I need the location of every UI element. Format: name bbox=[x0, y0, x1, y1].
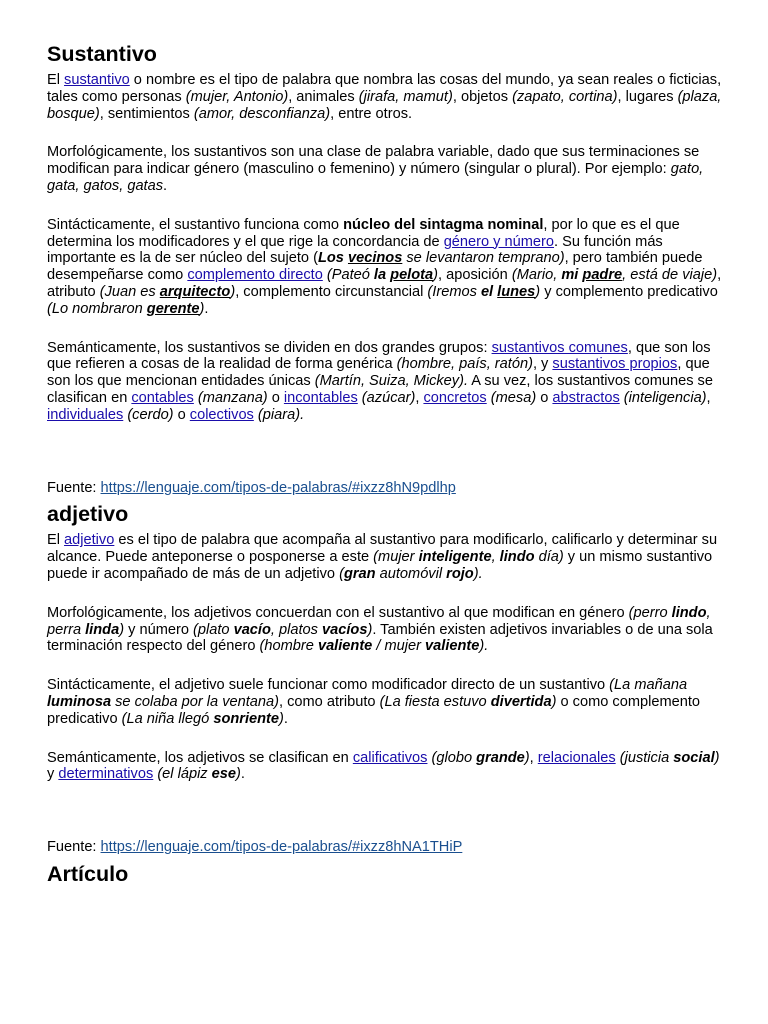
text-run: (mesa) bbox=[486, 389, 537, 406]
text-run: (jirafa, mamut) bbox=[358, 88, 453, 105]
inline-link[interactable]: determinativos bbox=[58, 766, 154, 783]
source-link-sustantivo[interactable]: https://lenguaje.com/tipos-de-palabras/#ixzz8hN9pdlhp bbox=[100, 479, 456, 496]
text-run: ). bbox=[473, 565, 483, 582]
text-run: (hombre, país, ratón) bbox=[396, 356, 533, 373]
text-run: el bbox=[480, 283, 494, 300]
text-run: gato, gata, gatos, gatas bbox=[47, 161, 704, 194]
text-run: sonriente bbox=[213, 710, 280, 727]
text-run: pelota bbox=[390, 267, 434, 284]
text-run: (cerdo) bbox=[123, 406, 174, 423]
text-run: ). bbox=[479, 638, 489, 655]
text-run: (La niña llegó bbox=[121, 710, 214, 727]
text-run: es el tipo de palabra que acompaña al sustantivo para modificarlo, calificarlo y determinar su alcance. Puede anteponerse o posponerse a este bbox=[47, 532, 718, 566]
text-run: ) bbox=[119, 621, 125, 638]
text-run: , sentimientos bbox=[99, 105, 194, 122]
text-run: ) bbox=[714, 749, 720, 766]
text-run: grande bbox=[476, 749, 525, 766]
text-run: rojo bbox=[446, 565, 474, 582]
text-run: (Pateó bbox=[322, 267, 374, 284]
text-run: vacíos bbox=[322, 621, 368, 638]
text-run: lindo bbox=[671, 604, 707, 621]
text-run: linda bbox=[85, 621, 120, 638]
text-run: (el lápiz bbox=[153, 766, 212, 783]
text-run: , animales bbox=[288, 88, 359, 105]
inline-link[interactable]: incontables bbox=[283, 389, 358, 406]
text-run: . También existen adjetivos invariables o de una sola terminación respecto del género bbox=[47, 621, 713, 655]
text-run: , platos bbox=[270, 621, 323, 638]
text-run: . bbox=[283, 710, 288, 727]
text-run: , lugares bbox=[617, 88, 678, 105]
text-run: (plato bbox=[193, 621, 234, 638]
text-run: Semánticamente, los adjetivos se clasifican en bbox=[47, 749, 353, 766]
text-run: . bbox=[240, 766, 245, 783]
text-run: , bbox=[706, 389, 711, 406]
text-run: ) bbox=[433, 267, 439, 284]
inline-link[interactable]: sustantivo bbox=[64, 72, 130, 88]
text-run: lindo bbox=[499, 549, 535, 566]
paragraph-sustantivo-morphology bbox=[47, 144, 723, 194]
text-run: padre bbox=[582, 267, 623, 284]
inline-link[interactable]: género y número bbox=[443, 233, 555, 250]
text-run: El bbox=[47, 72, 65, 88]
source-line-adjetivo bbox=[47, 839, 723, 856]
text-run: , bbox=[491, 549, 500, 566]
text-run: / mujer bbox=[372, 638, 426, 655]
text-run: gerente bbox=[146, 300, 200, 317]
text-run: (justicia bbox=[615, 749, 674, 766]
text-run: ) bbox=[535, 283, 541, 300]
text-run: o bbox=[267, 389, 284, 406]
inline-link[interactable]: abstractos bbox=[552, 389, 620, 406]
text-run: (inteligencia) bbox=[619, 389, 707, 406]
paragraph-adjetivo-syntax bbox=[47, 677, 723, 727]
text-run: (hombre bbox=[259, 638, 318, 655]
heading-adjetivo: adjetivo bbox=[47, 502, 129, 527]
text-run: mi bbox=[561, 267, 579, 284]
text-run: ) bbox=[279, 710, 284, 727]
source-line-sustantivo bbox=[47, 480, 723, 497]
text-run: , aposición bbox=[438, 267, 512, 284]
text-run: y número bbox=[124, 621, 194, 638]
text-run: o bbox=[536, 389, 553, 406]
text-run: ) bbox=[551, 693, 557, 710]
text-run: (perro bbox=[628, 604, 672, 621]
text-run: o nombre es el tipo de palabra que nombra las cosas del mundo, ya sean reales o ficticias, tales como personas bbox=[47, 72, 722, 105]
text-run: , objetos bbox=[452, 88, 513, 105]
text-run: , y bbox=[532, 356, 553, 373]
text-run: , está de viaje) bbox=[622, 267, 718, 284]
inline-link[interactable]: sustantivos comunes bbox=[491, 339, 628, 356]
text-run: , que son los que mencionan entidades únicas bbox=[47, 356, 710, 390]
inline-link[interactable]: colectivos bbox=[189, 406, 254, 423]
text-run: (Martín, Suiza, Mickey). bbox=[314, 373, 468, 390]
text-run: gran bbox=[343, 565, 376, 582]
text-run: , perra bbox=[47, 604, 711, 638]
text-run: , complemento circunstancial bbox=[235, 283, 428, 300]
text-run: valiente bbox=[425, 638, 480, 655]
text-run: , bbox=[415, 389, 424, 406]
text-run: A su vez, los sustantivos comunes se clasifican en bbox=[47, 373, 713, 406]
text-run: automóvil bbox=[375, 565, 447, 582]
source-link-adjetivo[interactable]: https://lenguaje.com/tipos-de-palabras/#ixzz8hNA1THiP bbox=[100, 839, 463, 856]
document-body bbox=[47, 40, 723, 892]
text-run: y bbox=[47, 766, 59, 783]
text-run: (plaza, bosque) bbox=[47, 88, 722, 122]
text-run: , por lo que es el que determina los modificadores y el que rige la concordancia de bbox=[47, 216, 680, 250]
text-run: y complemento predicativo bbox=[540, 283, 718, 300]
inline-link[interactable]: complemento directo bbox=[187, 267, 323, 284]
text-run: (La mañana bbox=[609, 677, 688, 694]
text-run: Los bbox=[317, 250, 344, 267]
text-run: o bbox=[173, 406, 190, 423]
text-run: se levantaron temprano) bbox=[402, 250, 565, 267]
inline-link[interactable]: adjetivo bbox=[64, 532, 115, 549]
text-run: ese bbox=[211, 766, 237, 783]
paragraph-sustantivo-definition bbox=[47, 72, 723, 122]
text-run: , que son los que refieren a cosas de la realidad de forma genérica bbox=[47, 339, 711, 373]
text-run: . bbox=[204, 300, 209, 317]
text-run: social bbox=[673, 749, 715, 766]
paragraph-adjetivo-semantics bbox=[47, 750, 723, 784]
inline-link[interactable]: contables bbox=[131, 389, 194, 406]
text-run: (mujer, Antonio) bbox=[185, 88, 289, 105]
paragraph-adjetivo-morphology bbox=[47, 605, 723, 655]
inline-link[interactable]: relacionales bbox=[537, 749, 616, 766]
section-sustantivo bbox=[47, 40, 723, 496]
text-run: (Iremos bbox=[427, 283, 481, 300]
text-run: arquitecto bbox=[159, 283, 231, 300]
text-run: vacío bbox=[233, 621, 271, 638]
text-run: ) bbox=[230, 283, 236, 300]
text-run: , entre otros. bbox=[330, 105, 413, 122]
text-run: Semánticamente, los sustantivos se dividen en dos grandes grupos: bbox=[47, 339, 492, 356]
text-run: núcleo del sintagma nominal bbox=[343, 216, 544, 233]
text-run: Sintácticamente, el sustantivo funciona como bbox=[47, 216, 344, 233]
text-run: (mujer bbox=[373, 549, 419, 566]
text-run: , como atributo bbox=[279, 693, 380, 710]
text-run: (azúcar) bbox=[357, 389, 416, 406]
source-label: Fuente: bbox=[47, 479, 101, 496]
text-run: (manzana) bbox=[193, 389, 268, 406]
paragraph-adjetivo-definition bbox=[47, 532, 723, 582]
text-run: ) bbox=[199, 300, 205, 317]
section-adjetivo bbox=[47, 500, 723, 856]
text-run: (globo bbox=[427, 749, 477, 766]
text-run: la bbox=[373, 267, 387, 284]
heading-sustantivo: Sustantivo bbox=[47, 42, 157, 66]
text-run: Morfológicamente, los sustantivos son una clase de palabra variable, dado que sus terminaciones se modifican para indicar género (masculino o femenino) y número (singular o plural). Por ejemplo: bbox=[47, 144, 700, 178]
text-run: (La fiesta estuvo bbox=[379, 693, 491, 710]
inline-link[interactable]: concretos bbox=[423, 389, 487, 406]
text-run: ) bbox=[367, 621, 373, 638]
text-run: . Su función más importante es la de ser núcleo del sujeto ( bbox=[47, 233, 663, 267]
text-run: lunes bbox=[497, 283, 536, 300]
text-run: ( bbox=[339, 565, 344, 582]
text-run: o como complemento predicativo bbox=[47, 693, 701, 727]
text-run: (zapato, cortina) bbox=[512, 88, 618, 105]
paragraph-sustantivo-semantics bbox=[47, 340, 723, 424]
text-run: valiente bbox=[317, 638, 373, 655]
inline-link[interactable]: calificativos bbox=[352, 749, 428, 766]
text-run: (piara). bbox=[253, 406, 305, 423]
section-articulo bbox=[47, 860, 723, 888]
text-run: vecinos bbox=[347, 250, 403, 267]
text-run: (amor, desconfianza) bbox=[193, 105, 331, 122]
text-run: (Lo nombraron bbox=[47, 300, 147, 317]
text-run: Sintácticamente, el adjetivo suele funcionar como modificador directo de un sustantivo bbox=[47, 677, 610, 694]
text-run: (Juan es bbox=[99, 283, 160, 300]
text-run: inteligente bbox=[418, 549, 492, 566]
text-run: Morfológicamente, los adjetivos concuerdan con el sustantivo al que modifican en género bbox=[47, 604, 629, 621]
text-run: (Mario, bbox=[511, 267, 562, 284]
text-run: luminosa bbox=[47, 693, 112, 710]
source-label: Fuente: bbox=[47, 839, 101, 856]
text-run: , bbox=[529, 749, 538, 766]
text-run: divertida bbox=[490, 693, 552, 710]
text-run: se colaba por la ventana) bbox=[111, 693, 279, 710]
text-run: . bbox=[163, 177, 168, 194]
text-run: ) bbox=[524, 749, 530, 766]
inline-link[interactable]: sustantivos propios bbox=[552, 356, 678, 373]
heading-articulo: Artículo bbox=[47, 861, 129, 886]
text-run: El bbox=[47, 532, 65, 549]
text-run: , pero también puede desempeñarse como bbox=[47, 250, 703, 284]
inline-link[interactable]: individuales bbox=[47, 406, 124, 423]
text-run: día) bbox=[534, 549, 564, 566]
paragraph-sustantivo-syntax bbox=[47, 217, 723, 318]
text-run: , atributo bbox=[47, 267, 722, 300]
text-run: y un mismo sustantivo puede ir acompañado de más de un adjetivo bbox=[47, 549, 713, 582]
text-run: ) bbox=[236, 766, 241, 783]
